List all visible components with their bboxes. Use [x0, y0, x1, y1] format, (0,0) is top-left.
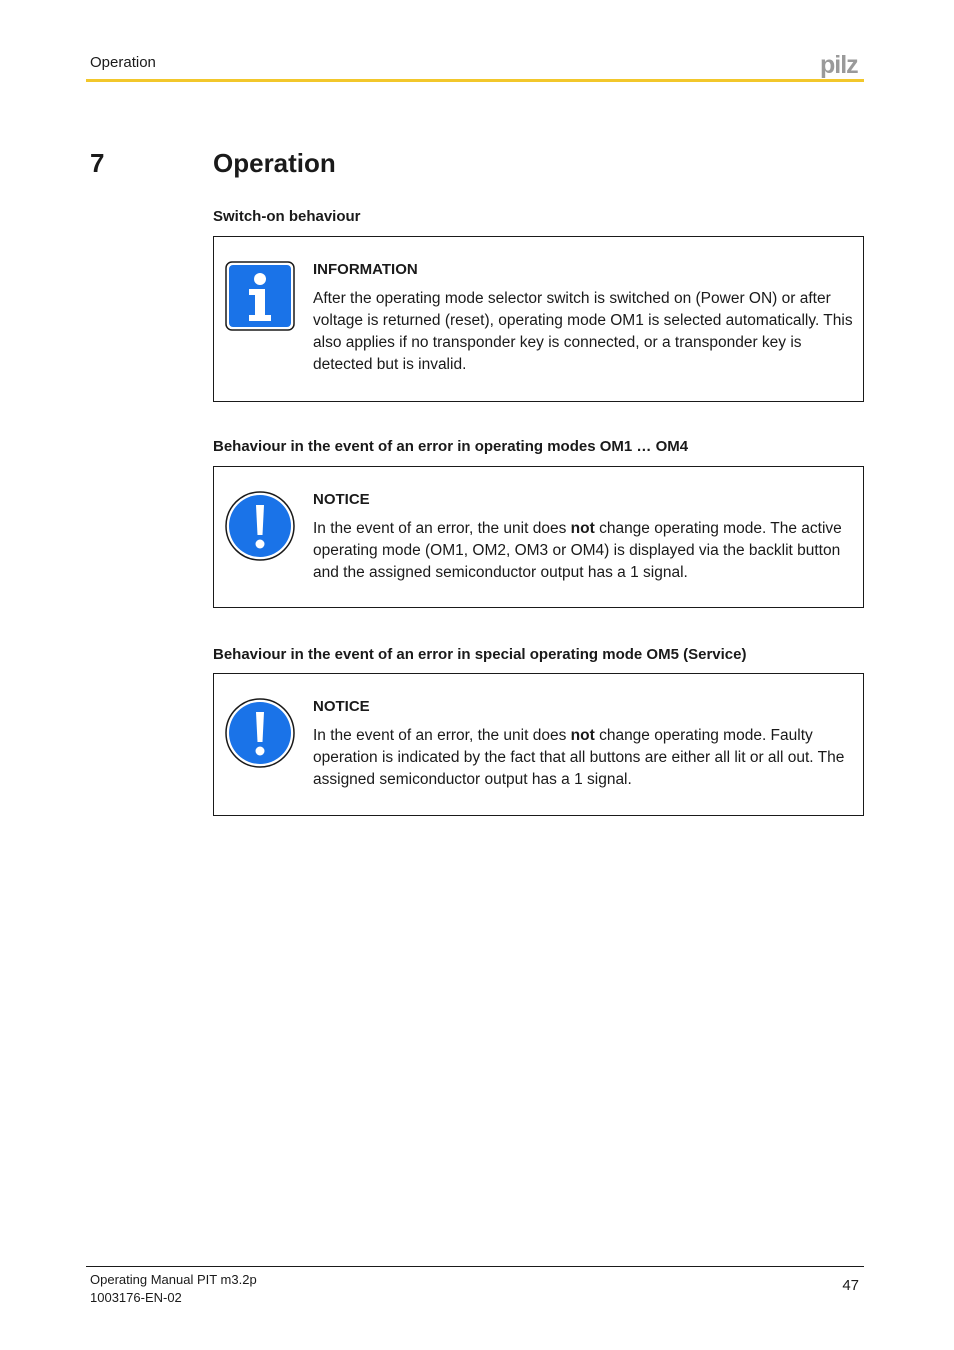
notice-title: NOTICE	[313, 698, 370, 715]
pilz-logo	[818, 48, 866, 80]
notice-text: In the event of an error, the unit does not change operating mode. Faulty operation is indicated by the fact that all buttons are either all lit or all out. The assigned semiconductor output has a 1 signal.	[313, 727, 845, 788]
footer-doc-number: 1003176-EN-02	[90, 1290, 182, 1305]
notice-text: In the event of an error, the unit does not change operating mode. The active operating mode (OM1, OM2, OM3 or OM4) is displayed via the backlit button and the assigned semiconductor output has a 1 signal.	[313, 520, 842, 581]
footer-manual-title: Operating Manual PIT m3.2p	[90, 1272, 257, 1287]
header-rule	[86, 79, 864, 82]
section-heading-switch-on: Switch-on behaviour	[213, 208, 361, 225]
section-heading-om1-om4: Behaviour in the event of an error in operating modes OM1 … OM4	[213, 438, 689, 455]
notice-title: NOTICE	[313, 491, 370, 508]
chapter-number: 7	[90, 148, 105, 178]
exclamation-icon	[225, 698, 295, 768]
running-header: Operation	[90, 54, 156, 71]
notice-box-om5	[213, 673, 864, 816]
exclamation-icon	[225, 491, 295, 561]
information-title: INFORMATION	[313, 261, 418, 278]
footer-rule	[86, 1266, 864, 1267]
information-icon	[225, 261, 295, 331]
information-text: After the operating mode selector switch is switched on (Power ON) or after voltage is returned (reset), operating mode OM1 is selected automatically. This also applies if no transponder key is connected, or a transponder key is detected but is invalid.	[313, 290, 853, 373]
chapter-title: Operation	[213, 148, 336, 178]
information-box	[213, 236, 864, 402]
section-heading-om5: Behaviour in the event of an error in special operating mode OM5 (Service)	[213, 646, 747, 663]
notice-box-om1-om4	[213, 466, 864, 608]
page-number: 47	[842, 1277, 859, 1294]
svg-text:pilz: pilz	[820, 51, 858, 79]
